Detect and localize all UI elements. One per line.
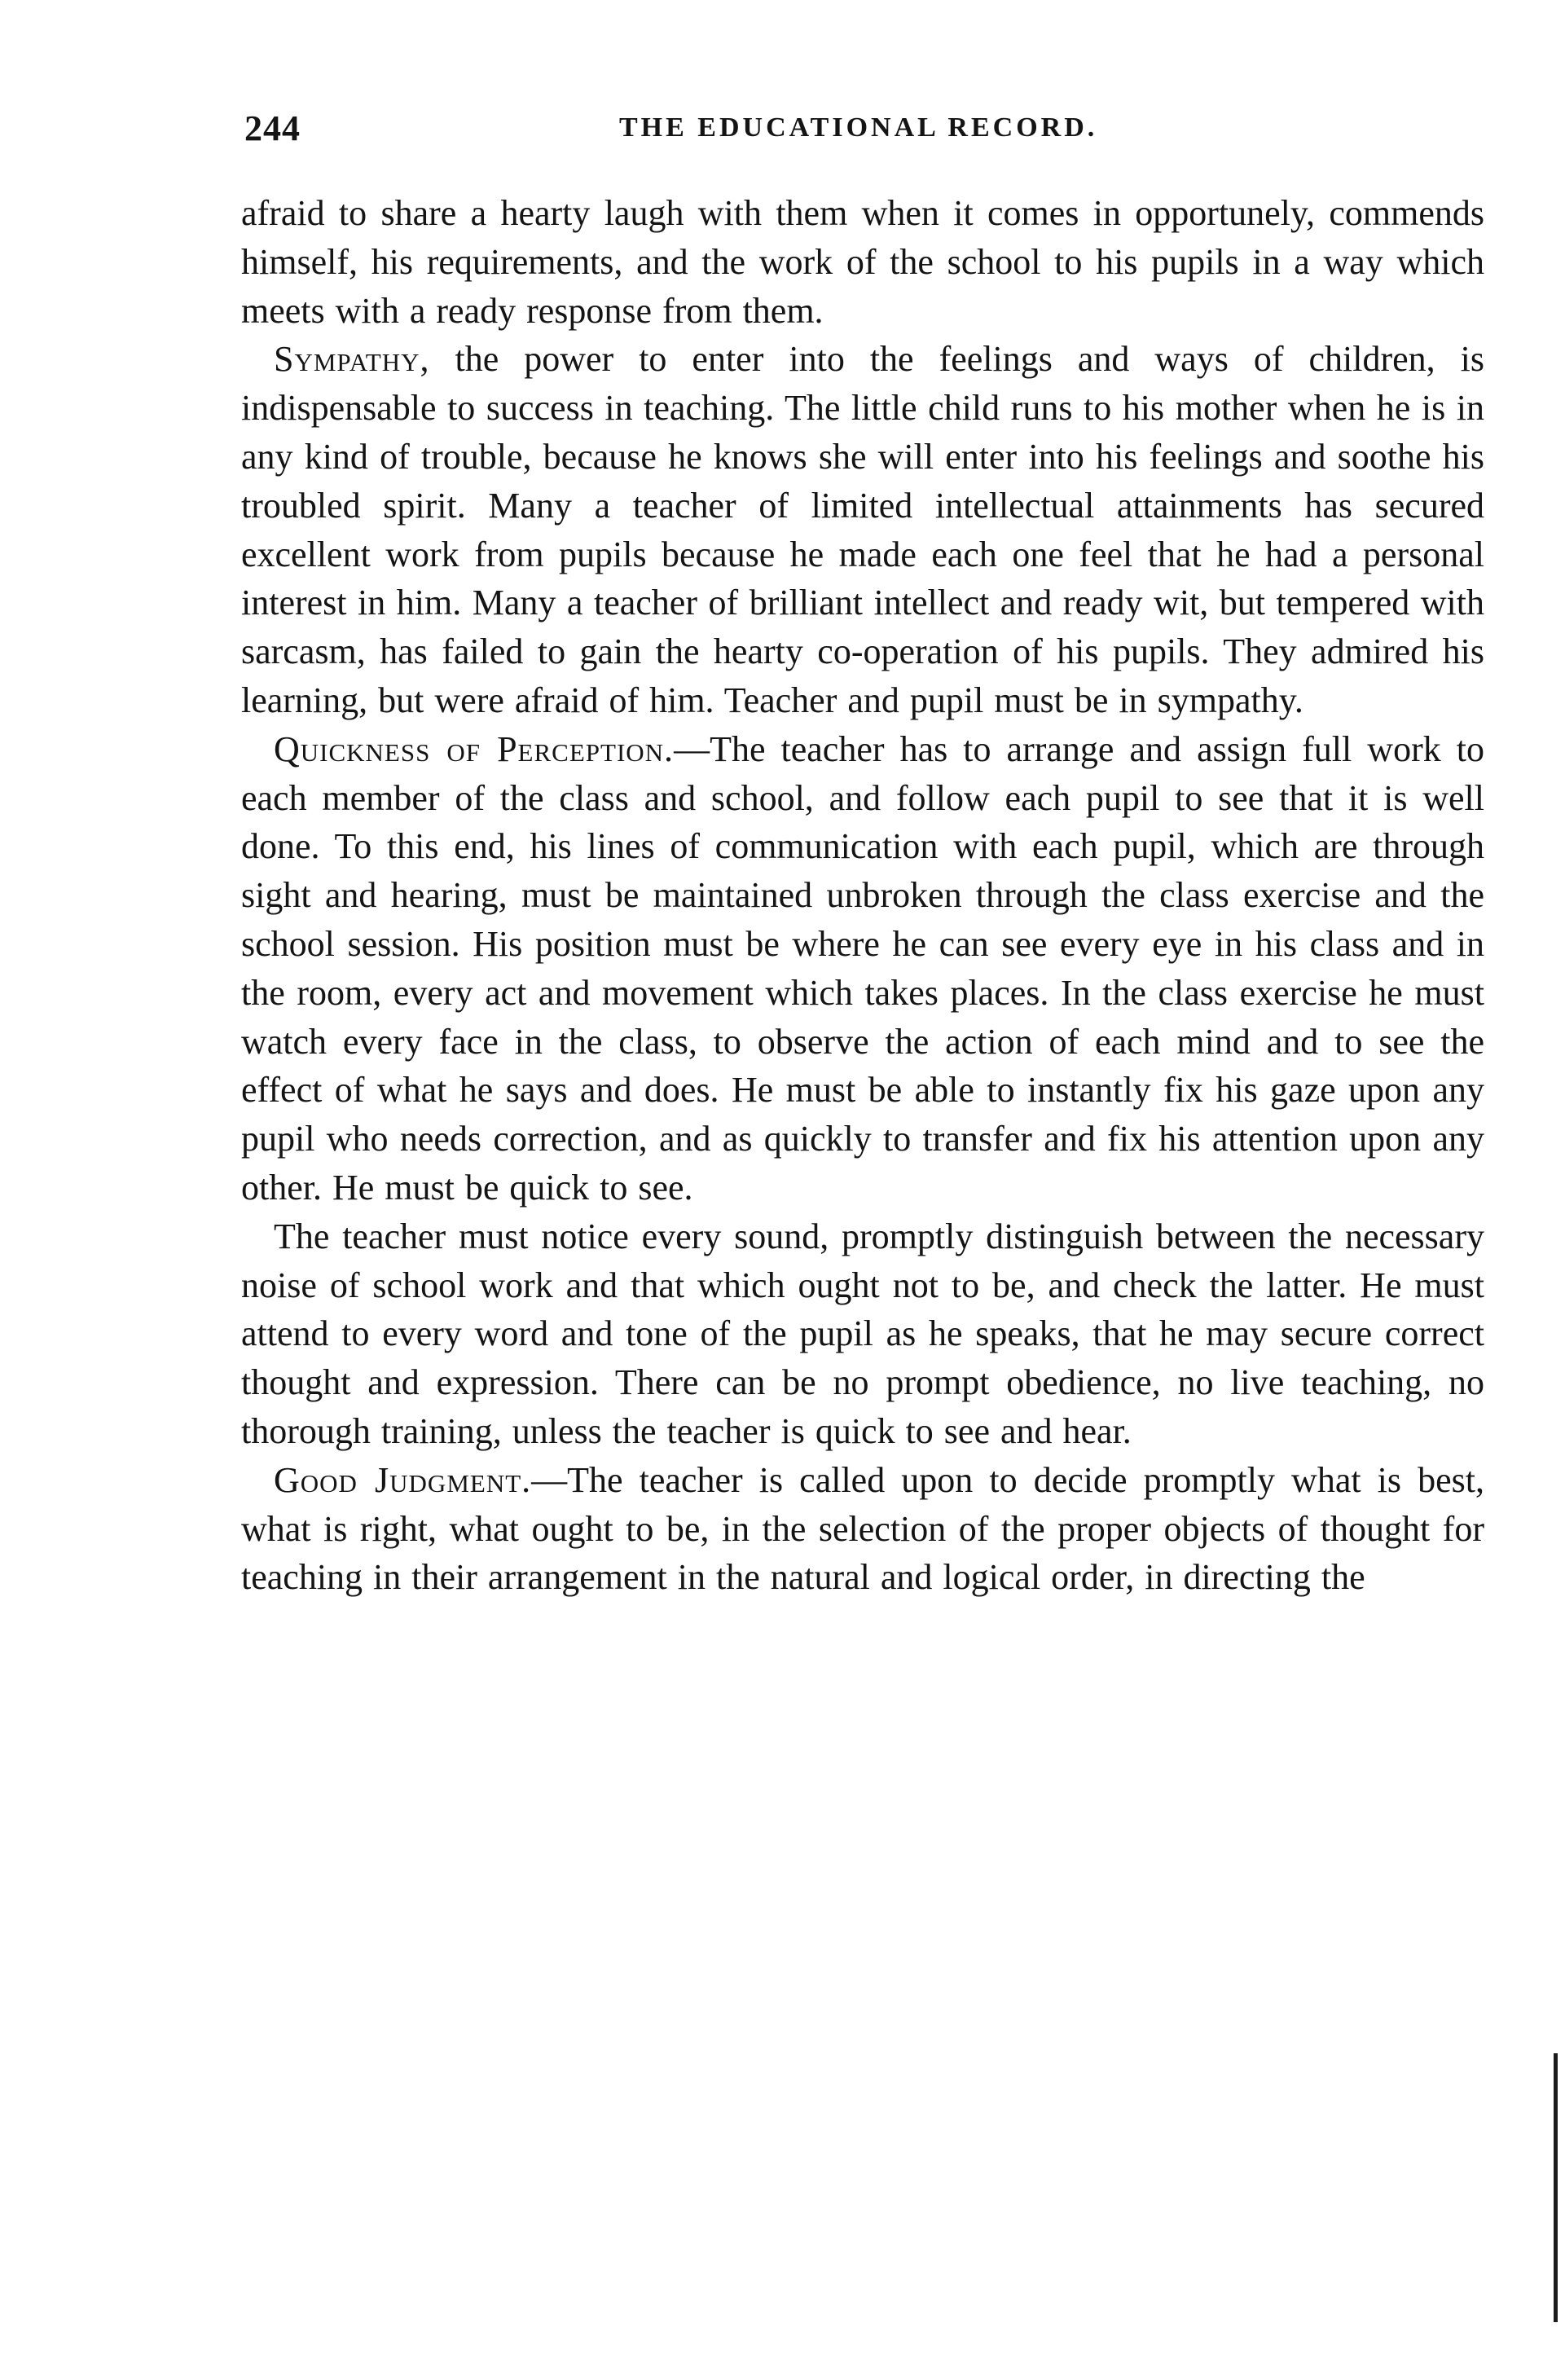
body-text — [241, 189, 1484, 1602]
paragraph-see-and-hear — [241, 1212, 1484, 1456]
journal-title: THE EDUCATIONAL RECORD. — [619, 112, 1098, 143]
paragraph-text: —The teacher is called upon to decide promptly what is best, what is right, what ought to be, in the selection of the proper objects of thought for teaching in their arrangement in the natural and logical order, in directing the — [241, 1459, 1484, 1598]
page-number: 244 — [244, 108, 301, 148]
paragraph-sympathy — [241, 335, 1484, 724]
scan-edge-bar — [1554, 2053, 1558, 2322]
paragraph-text: The teacher must notice every sound, promptly distinguish between the necessary noise of school work and that which ought not to be, and check the latter. He must attend to every word and tone of the pupil as he speaks, that he may secure correct thought and expression. There can be no prompt obedience, no live teaching, no thorough training, unless the teacher is quick to see and hear. — [241, 1216, 1484, 1451]
paragraph-text: —The teacher has to arrange and assign full work to each member of the class and school, and follow each pupil to see that it is well done. To this end, his lines of communication with each pupil, which are through sight and hearing, must be maintained unbroken through the class exercise and the school session. His position must be where he can see every eye in his class and in the room, every act and movement which takes places. In the class exercise he must watch every face in the class, to observe the action of each mind and to see the effect of what he says and does. He must be able to instantly fix his gaze upon any pupil who needs correction, and as quickly to transfer and fix his attention upon any other. He must be quick to see. — [241, 728, 1485, 1208]
paragraph-text: the power to enter into the feelings and ways of children, is indispensable to success in teaching. The little child runs to his mother when he is in any kind of trouble, because he knows she will enter into his feelings and soothe his troubled spirit. Many a teacher of limited intellectual attainments has secured excellent work from pupils because he made each one feel that he had a personal interest in him. Many a teacher of brilliant intellect and ready wit, but tempered with sarcasm, has failed to gain the hearty co-operation of his pupils. They admired his learning, but were afraid of him. Teacher and pupil must be in sympathy. — [241, 339, 1484, 720]
running-head — [244, 108, 1499, 156]
section-lead: Good Judgment. — [274, 1459, 532, 1500]
section-lead: Sympathy, — [274, 339, 430, 380]
paragraph-text: afraid to share a hearty laugh with them when it comes in opportunely, commends himself, his requirements, and the work of the school to his pupils in a way which meets with a ready response from them. — [241, 193, 1484, 331]
paragraph-continuation — [241, 189, 1484, 335]
section-lead: Quickness of Perception. — [274, 728, 675, 769]
paragraph-quickness-of-perception — [241, 725, 1484, 1212]
paragraph-good-judgment — [241, 1456, 1484, 1602]
